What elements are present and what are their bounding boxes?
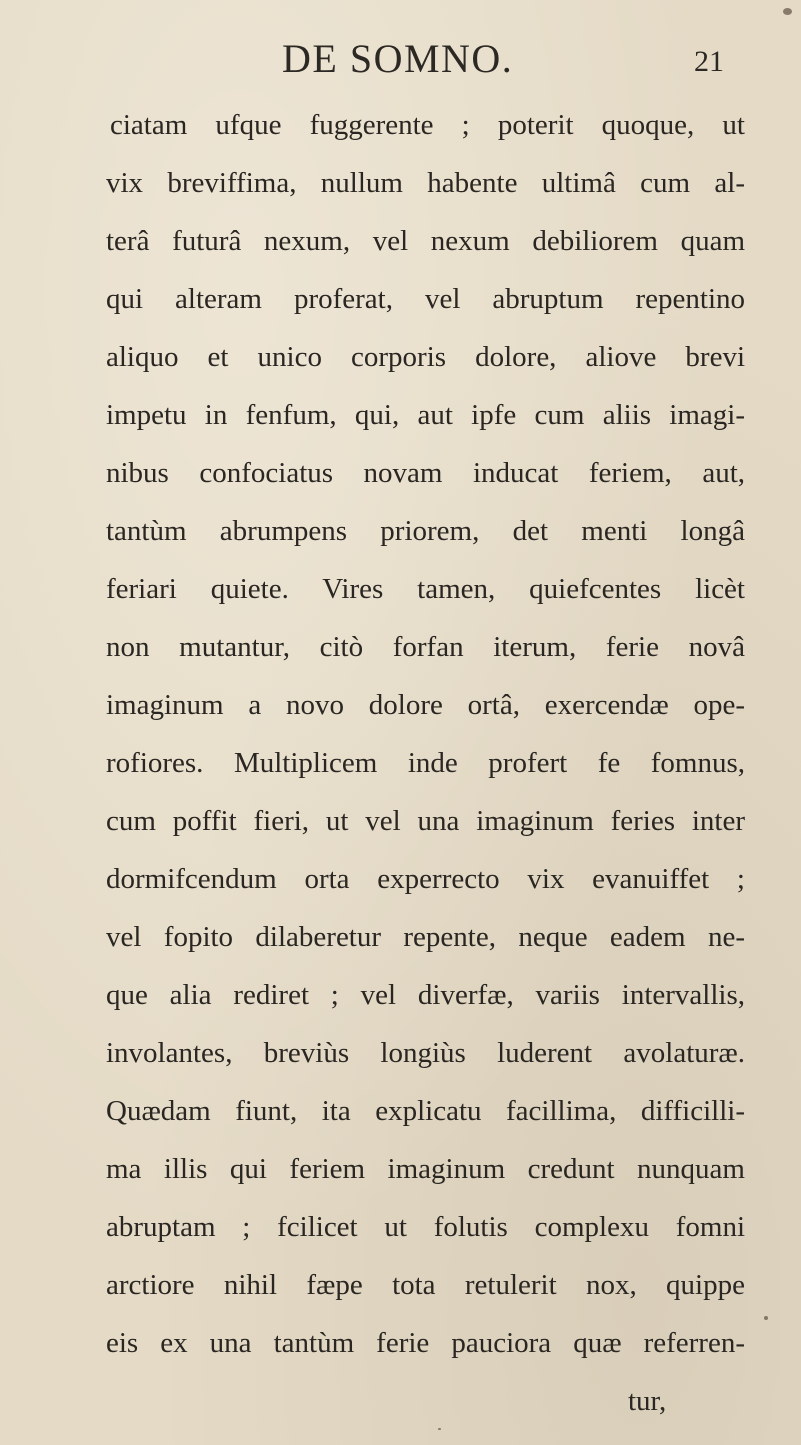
text-line-content: qui alteram proferat, vel abruptum repentino [106,283,745,315]
text-line [0,966,801,1024]
text-line-content: vix breviffima, nullum habente ultimâ cum al- [106,167,745,199]
text-line [0,734,801,792]
paper-speck [783,8,792,15]
text-line [0,1314,801,1372]
text-line [0,154,801,212]
text-line [0,1024,801,1082]
text-line-content: abruptam ; fcilicet ut folutis complexu fomni [106,1211,745,1243]
text-line [0,1198,801,1256]
text-line [0,676,801,734]
text-line-content: cum poffit fieri, ut vel una imaginum feries inter [106,805,745,837]
text-line [0,1082,801,1140]
text-line-content: arctiore nihil fæpe tota retulerit nox, quippe [106,1269,745,1301]
paper-speck [438,1428,441,1430]
text-line-content: involantes, breviùs longiùs luderent avolaturæ. [106,1037,745,1069]
text-line-content: feriari quiete. Vires tamen, quiefcentes licèt [106,573,745,605]
text-line-content: non mutantur, citò forfan iterum, ferie novâ [106,631,745,663]
text-line-content: tantùm abrumpens priorem, det menti longâ [106,515,745,547]
text-line-content: aliquo et unico corporis dolore, aliove brevi [106,341,745,373]
text-line-content: impetu in fenfum, qui, aut ipfe cum aliis imagi- [106,399,745,431]
text-line-content: terâ futurâ nexum, vel nexum debiliorem quam [106,225,745,257]
text-line-content: eis ex una tantùm ferie pauciora quæ referren- [106,1327,745,1359]
catchword: tur, [628,1385,667,1417]
running-head [0,34,801,84]
text-line [0,502,801,560]
text-line [0,1140,801,1198]
text-line [0,1256,801,1314]
text-line [0,560,801,618]
body-text [0,96,801,1430]
text-line [0,96,801,154]
page-number: 21 [694,45,724,78]
text-line [0,212,801,270]
text-line [0,270,801,328]
text-line [0,850,801,908]
paper-speck [764,1316,768,1320]
text-line-content: que alia rediret ; vel diverfæ, variis intervallis, [106,979,745,1011]
text-line [0,792,801,850]
text-line [0,618,801,676]
text-line [0,908,801,966]
text-line [0,444,801,502]
text-line-content: Quædam fiunt, ita explicatu facillima, difficilli- [106,1095,745,1127]
text-line-content: ciatam ufque fuggerente ; poterit quoque, ut [110,109,745,141]
text-line [0,386,801,444]
text-line-content: rofiores. Multiplicem inde profert fe fomnus, [106,747,745,779]
text-line-content: nibus confociatus novam inducat feriem, aut, [106,457,745,489]
text-line [0,328,801,386]
catchword-line [0,1372,801,1430]
text-line-content: dormifcendum orta experrecto vix evanuiffet ; [106,863,745,895]
text-line-content: vel fopito dilaberetur repente, neque eadem ne- [106,921,745,953]
text-line-content: ma illis qui feriem imaginum credunt nunquam [106,1153,745,1185]
running-title: DE SOMNO. [282,36,514,81]
text-line-content: imaginum a novo dolore ortâ, exercendæ ope- [106,689,745,721]
